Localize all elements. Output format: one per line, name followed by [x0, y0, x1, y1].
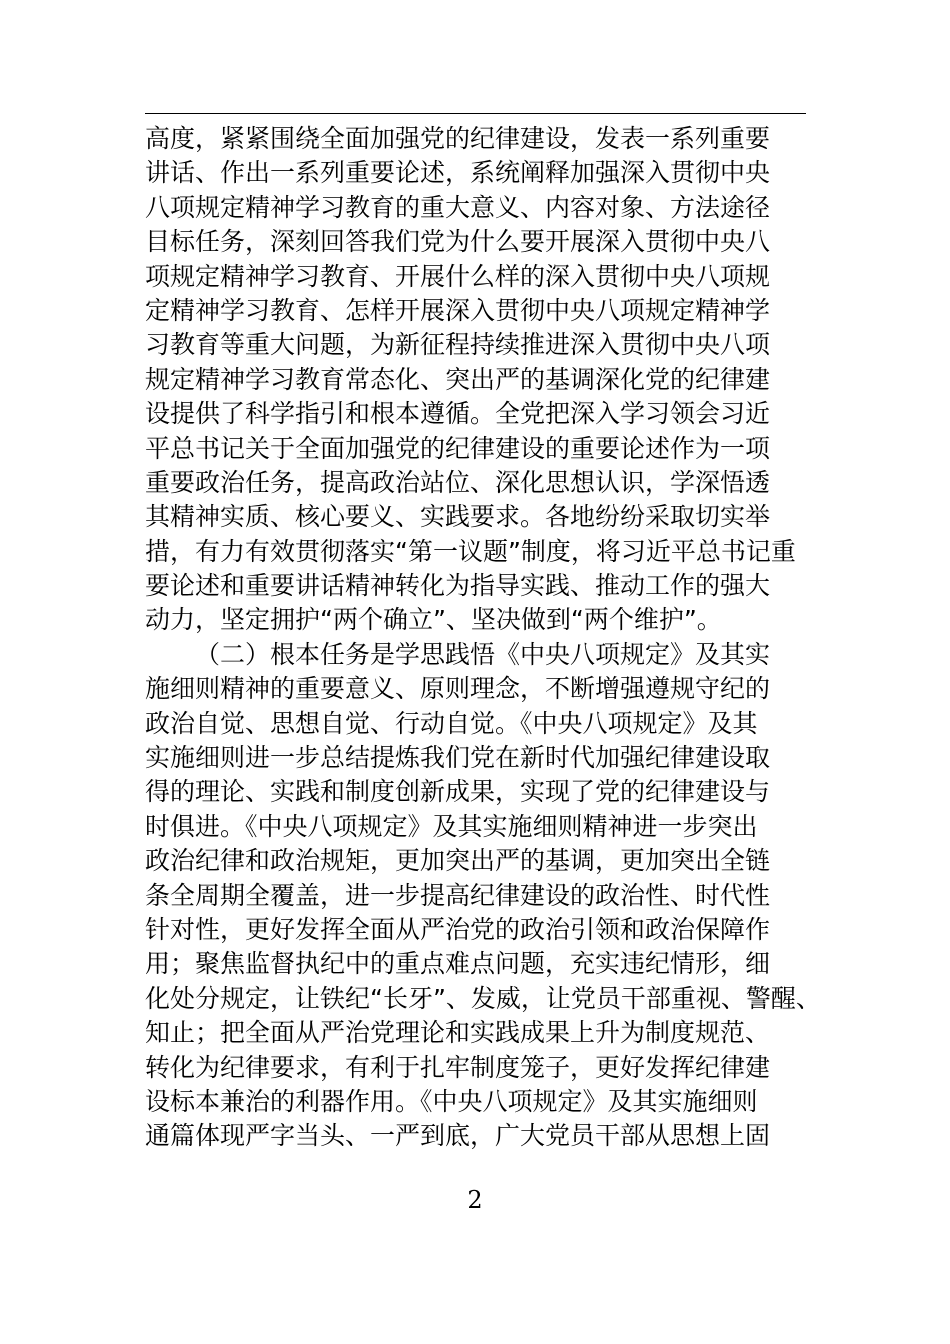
text-line: 实施细则进一步总结提炼我们党在新时代加强纪律建设取 [145, 743, 771, 773]
text-line: 知止；把全面从严治党理论和实践成果上升为制度规范、 [145, 1018, 771, 1048]
text-line: 条全周期全覆盖，进一步提高纪律建设的政治性、时代性 [145, 880, 771, 910]
text-line: 八项规定精神学习教育的重大意义、内容对象、方法途径 [145, 192, 771, 222]
text-line: 政治自觉、思想自觉、行动自觉。《中央八项规定》及其 [145, 708, 758, 738]
section-heading-line: （二）根本任务是学思践悟《中央八项规定》及其实 [195, 639, 771, 669]
text-line: 平总书记关于全面加强党的纪律建设的重要论述作为一项 [145, 433, 771, 463]
page-number: 2 [467, 1186, 483, 1214]
text-line: 讲话、作出一系列重要论述，系统阐释加强深入贯彻中央 [145, 158, 771, 188]
text-line: 习教育等重大问题，为新征程持续推进深入贯彻中央八项 [145, 330, 771, 360]
header-rule [145, 113, 806, 114]
text-line: 措，有力有效贯彻落实“第一议题”制度，将习近平总书记重 [145, 536, 796, 566]
text-line: 重要政治任务，提高政治站位、深化思想认识，学深悟透 [145, 467, 771, 497]
text-line: 转化为纪律要求，有利于扎牢制度笼子，更好发挥纪律建 [145, 1052, 771, 1082]
text-line: 时俱进。《中央八项规定》及其实施细则精神进一步突出 [145, 811, 758, 841]
text-line: 高度，紧紧围绕全面加强党的纪律建设，发表一系列重要 [145, 124, 771, 153]
text-line: 针对性，更好发挥全面从严治党的政治引领和政治保障作 [145, 914, 771, 944]
text-line: 用；聚焦监督执纪中的重点难点问题，充实违纪情形，细 [145, 949, 771, 979]
text-line: 其精神实质、核心要义、实践要求。各地纷纷采取切实举 [145, 502, 771, 532]
text-line: 设标本兼治的利器作用。《中央八项规定》及其实施细则 [145, 1086, 758, 1116]
text-line: 得的理论、实践和制度创新成果，实现了党的纪律建设与 [145, 777, 771, 807]
text-line: 施细则精神的重要意义、原则理念，不断增强遵规守纪的 [145, 674, 771, 704]
body-text [145, 122, 821, 1154]
text-line: 规定精神学习教育常态化、突出严的基调深化党的纪律建 [145, 364, 771, 394]
text-line: 动力，坚定拥护“两个确立”、坚决做到“两个维护”。 [145, 605, 722, 635]
text-line: 项规定精神学习教育、开展什么样的深入贯彻中央八项规 [145, 261, 771, 291]
text-line: 通篇体现严字当头、一严到底，广大党员干部从思想上固 [145, 1121, 771, 1151]
text-line: 设提供了科学指引和根本遵循。全党把深入学习领会习近 [145, 399, 771, 429]
text-line: 定精神学习教育、怎样开展深入贯彻中央八项规定精神学 [145, 295, 771, 325]
text-line: 要论述和重要讲话精神转化为指导实践、推动工作的强大 [145, 571, 771, 601]
text-line: 目标任务，深刻回答我们党为什么要开展深入贯彻中央八 [145, 227, 771, 257]
text-line: 化处分规定，让铁纪“长牙”、发威，让党员干部重视、警醒、 [145, 983, 821, 1013]
text-line: 政治纪律和政治规矩，更加突出严的基调，更加突出全链 [145, 846, 771, 876]
